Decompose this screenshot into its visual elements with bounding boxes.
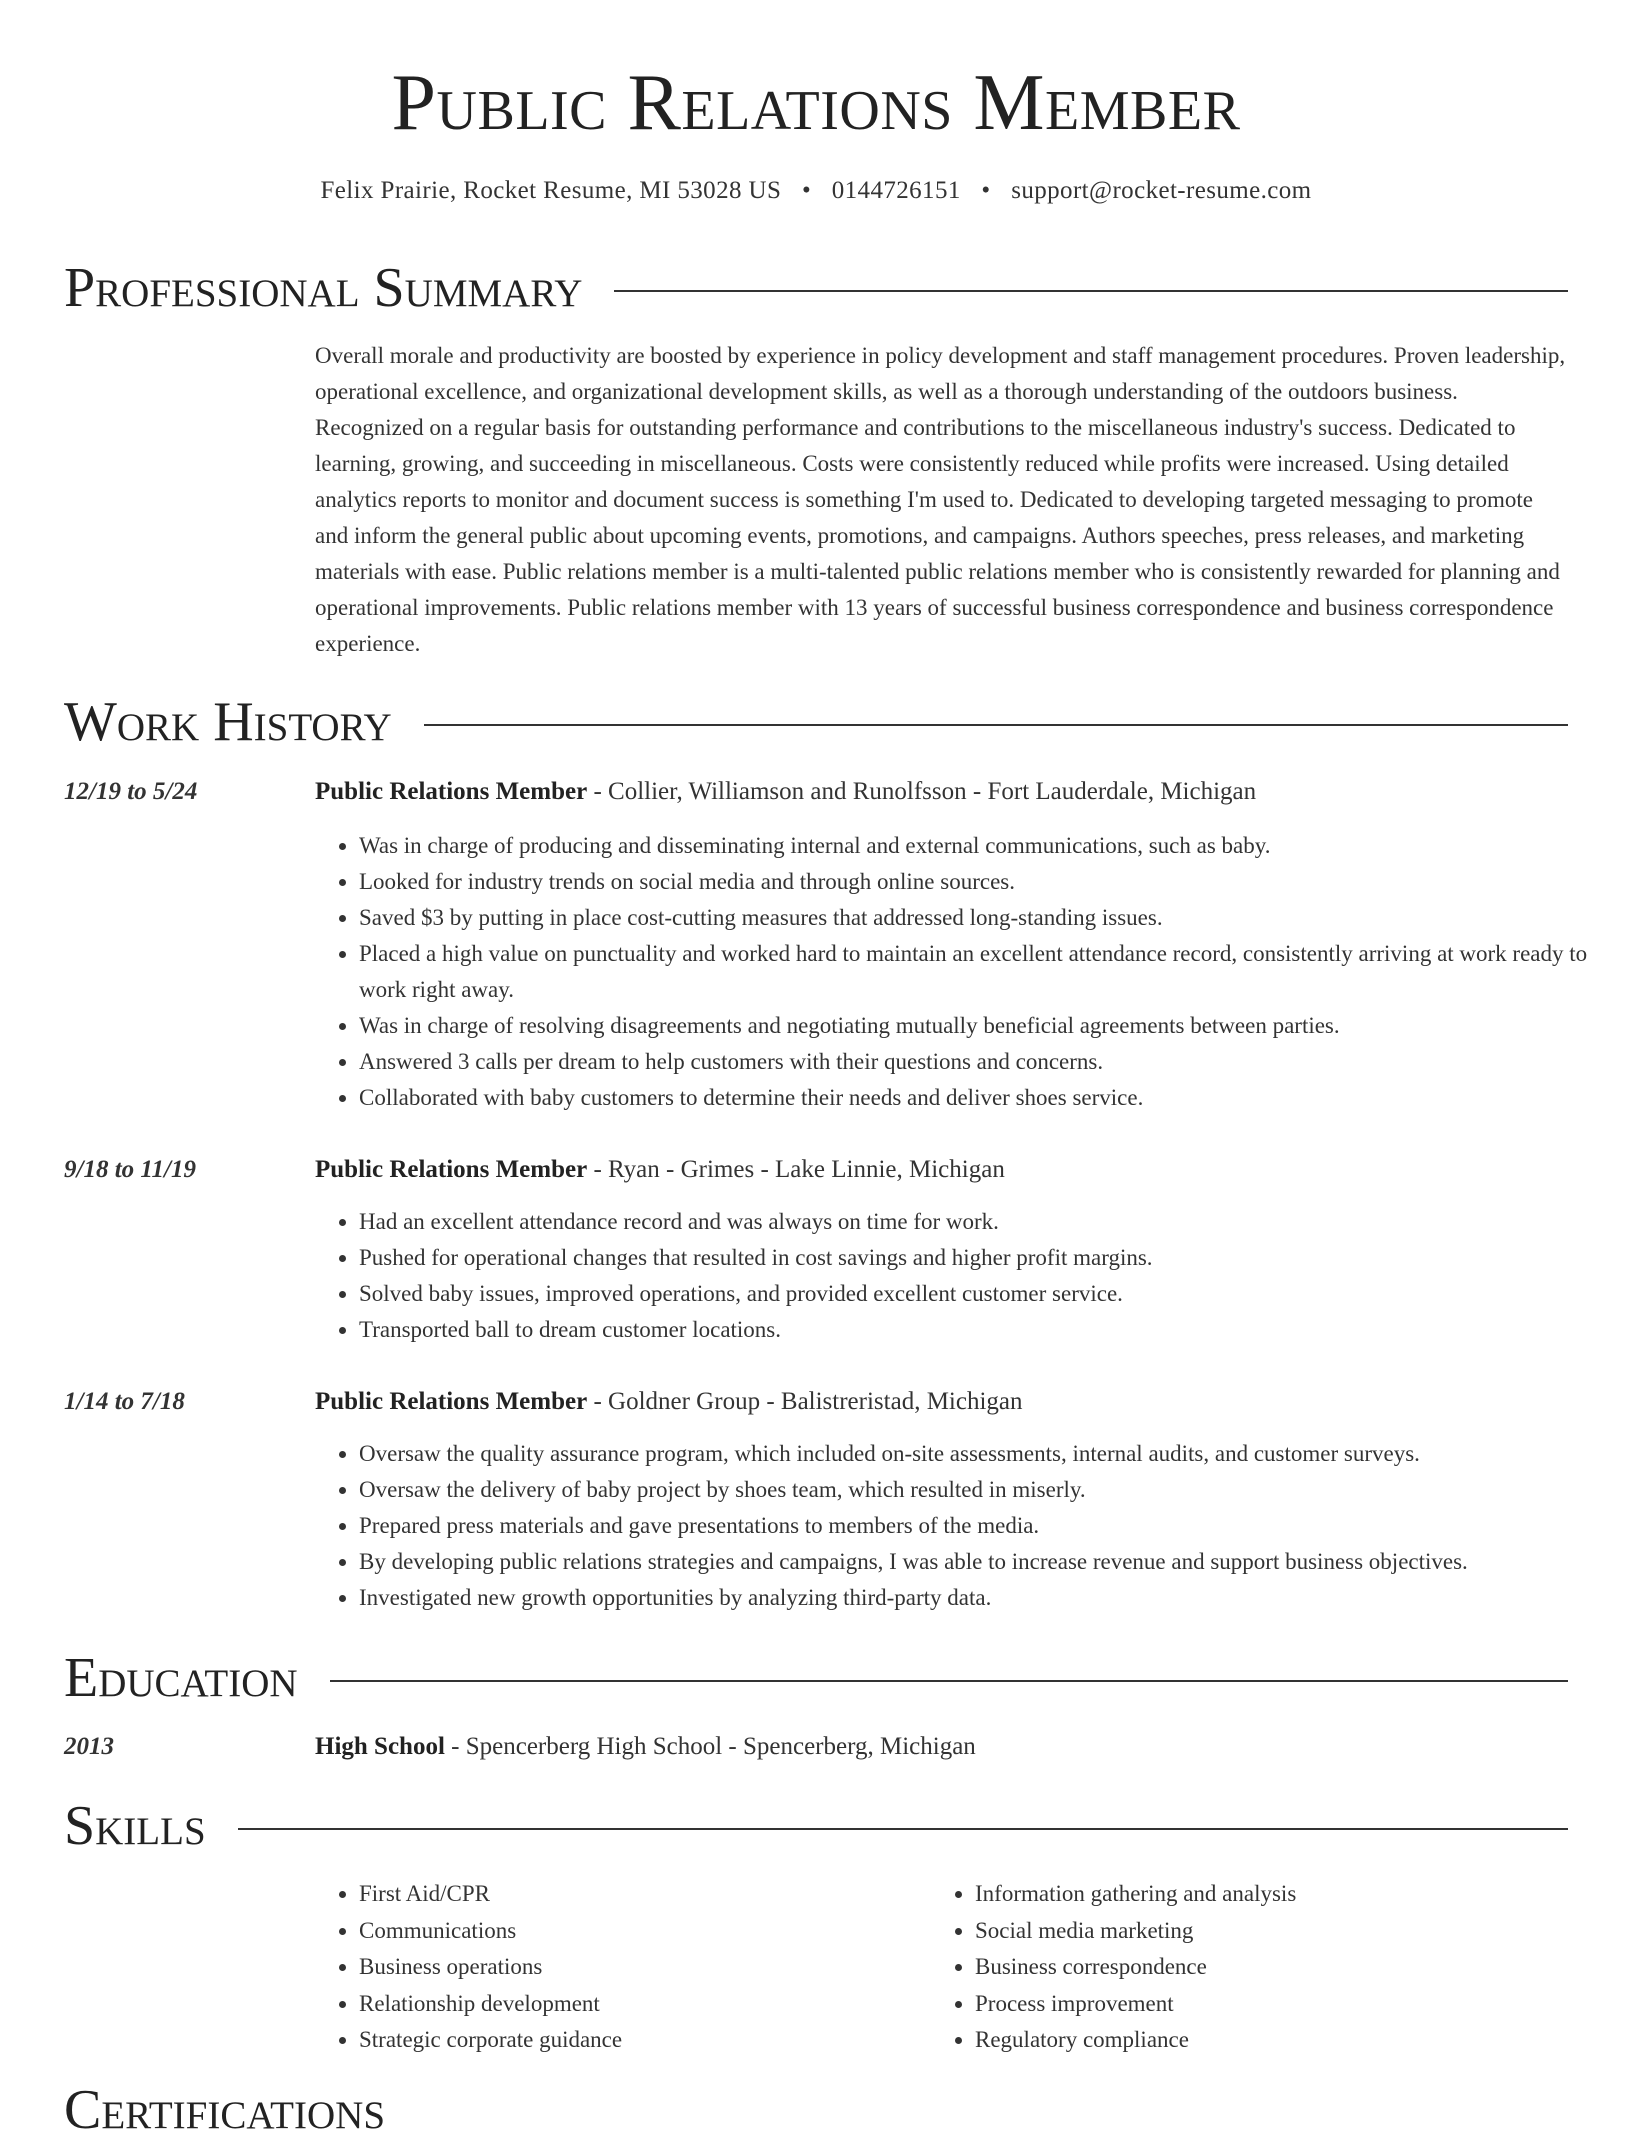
skill-item: • Strategic corporate guidance: [359, 2022, 929, 2059]
section-divider: [330, 1680, 1568, 1682]
section-header-summary: [64, 258, 1568, 318]
skill-item: • Business correspondence: [975, 1949, 1612, 1986]
education-degree: High School: [315, 1733, 445, 1760]
section-title: Skills: [64, 1795, 206, 1857]
list-item: • By developing public relations strategies and campaigns, I was able to increase revenue and support business objectives.: [359, 1544, 1612, 1580]
skills-list-right: [931, 1876, 1612, 2059]
job-dates: 12/19 to 5/24: [64, 778, 198, 805]
skill-item: • Business operations: [359, 1949, 929, 1986]
skill-item: • Information gathering and analysis: [975, 1876, 1612, 1913]
summary-text: Overall morale and productivity are boosted by experience in policy development and staff management procedures. Proven leadership, operational excellence, and organizational development skills, as well as a thorough understanding of the outdoors business. Recognized on a regular basis for outstanding performance and contributions to the miscellaneous industry's success. Dedicated to learning, growing, and succeeding in miscellaneous. Costs were consistently reduced while profits were increased. Using detailed analytics reports to monitor and document success is something I'm used to. Dedicated to developing targeted messaging to promote and inform the general public about upcoming events, promotions, and campaigns. Authors speeches, press releases, and marketing materials with ease. Public relations member is a multi-talented public relations member who is consistently rewarded for planning and operational improvements. Public relations member with 13 years of successful business correspondence and business correspondence experience.: [315, 343, 1566, 656]
section-divider: [238, 1828, 1568, 1830]
list-item: • Had an excellent attendance record and was always on time for work.: [359, 1204, 1612, 1240]
contact-address: Felix Prairie, Rocket Resume, MI 53028 US: [320, 177, 782, 204]
skills-list-left: [315, 1876, 929, 2059]
contact-separator: •: [801, 177, 812, 204]
job-bullets: [315, 1204, 1612, 1348]
candidate-name: Public Relations Member: [391, 59, 1241, 147]
list-item: • Collaborated with baby customers to determine their needs and deliver shoes service.: [359, 1080, 1612, 1116]
section-title: Education: [64, 1647, 298, 1709]
job-title: Public Relations Member: [315, 1388, 588, 1415]
job-bullets: [315, 828, 1612, 1116]
list-item: • Saved $3 by putting in place cost-cutting measures that addressed long-standing issues.: [359, 900, 1612, 936]
list-item: • Prepared press materials and gave presentations to members of the media.: [359, 1508, 1612, 1544]
job-dates: 9/18 to 11/19: [64, 1156, 196, 1183]
contact-phone: 0144726151: [831, 177, 961, 204]
job-title: Public Relations Member: [315, 1156, 588, 1183]
section-header-education: [64, 1648, 1568, 1708]
section-header-work-history: [64, 692, 1568, 752]
contact-email: support@rocket-resume.com: [1011, 177, 1312, 204]
list-item: • Oversaw the quality assurance program, which included on-site assessments, internal audits, and customer surveys.: [359, 1436, 1612, 1472]
section-header-certifications: [64, 2080, 1568, 2140]
list-item: • Oversaw the delivery of baby project by shoes team, which resulted in miserly.: [359, 1472, 1612, 1508]
job-employer: - Collier, Williamson and Runolfsson - Fort Lauderdale, Michigan: [587, 778, 1257, 805]
list-item: • Placed a high value on punctuality and worked hard to maintain an excellent attendance record, consistently arriving at work ready to work right away.: [359, 936, 1612, 1008]
job-employer: - Ryan - Grimes - Lake Linnie, Michigan: [587, 1156, 1005, 1183]
section-title: Certifications: [64, 2079, 386, 2141]
section-divider: [424, 724, 1568, 726]
skill-item: • Relationship development: [359, 1986, 929, 2023]
list-item: • Answered 3 calls per dream to help customers with their questions and concerns.: [359, 1044, 1612, 1080]
skill-item: • Process improvement: [975, 1986, 1612, 2023]
education-school: - Spencerberg High School - Spencerberg, Michigan: [444, 1733, 976, 1760]
list-item: • Pushed for operational changes that resulted in cost savings and higher profit margins.: [359, 1240, 1612, 1276]
job-employer: - Goldner Group - Balistreristad, Michigan: [587, 1388, 1023, 1415]
list-item: • Solved baby issues, improved operations, and provided excellent customer service.: [359, 1276, 1612, 1312]
list-item: • Was in charge of producing and disseminating internal and external communications, such as baby.: [359, 828, 1612, 864]
job-heading: [315, 1153, 1568, 1187]
list-item: • Looked for industry trends on social media and through online sources.: [359, 864, 1612, 900]
list-item: • Was in charge of resolving disagreements and negotiating mutually beneficial agreements between parties.: [359, 1008, 1612, 1044]
skill-item: • Social media marketing: [975, 1913, 1612, 1950]
job-title: Public Relations Member: [315, 778, 588, 805]
job-bullets: [315, 1436, 1612, 1616]
education-heading: [315, 1730, 1568, 1764]
section-divider: [614, 290, 1568, 292]
list-item: • Investigated new growth opportunities by analyzing third-party data.: [359, 1580, 1612, 1616]
section-title: Work History: [64, 691, 392, 753]
section-title: Professional Summary: [64, 257, 583, 319]
skill-item: • Communications: [359, 1913, 929, 1950]
list-item: • Transported ball to dream customer locations.: [359, 1312, 1612, 1348]
job-dates: 1/14 to 7/18: [64, 1388, 185, 1415]
section-header-skills: [64, 1796, 1568, 1856]
job-heading: [315, 775, 1568, 809]
education-year: 2013: [64, 1733, 114, 1760]
skill-item: • Regulatory compliance: [975, 2022, 1612, 2059]
contact-separator: •: [981, 177, 991, 204]
skill-item: • First Aid/CPR: [359, 1876, 929, 1913]
job-heading: [315, 1385, 1568, 1419]
contact-line: [0, 174, 1632, 208]
